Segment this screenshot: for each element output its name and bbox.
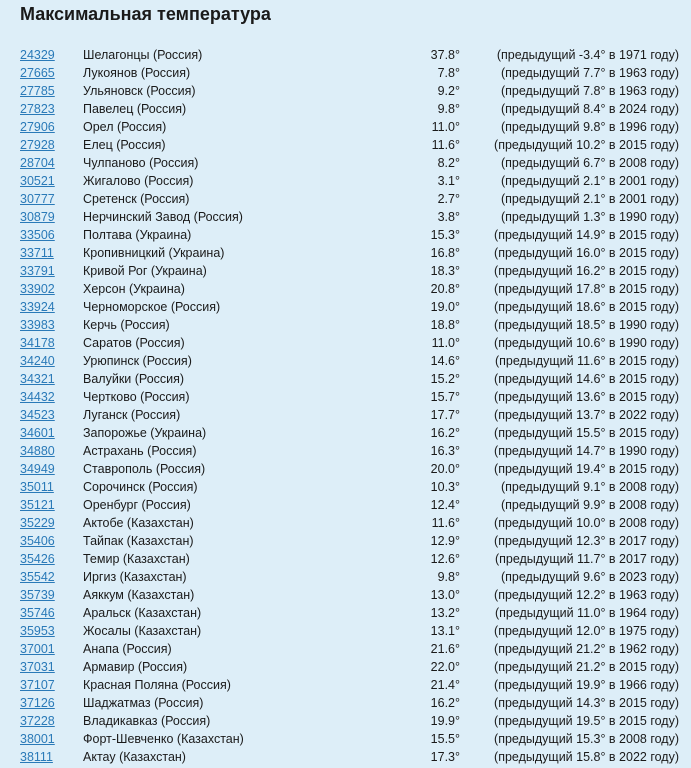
station-code-link[interactable]: 33924 [20,300,55,314]
table-row [0,514,691,532]
previous-record: (предыдущий 11.0° в 1964 году) [494,606,679,620]
previous-record: (предыдущий 19.5° в 2015 году) [494,714,679,728]
station-code-link[interactable]: 37228 [20,714,55,728]
previous-record: (предыдущий -3.4° в 1971 году) [496,48,679,62]
station-code-link[interactable]: 34880 [20,444,55,458]
previous-record: (предыдущий 10.0° в 2008 году) [494,516,679,530]
table-row [0,694,691,712]
max-temperature: 9.8° [437,102,460,116]
previous-record: (предыдущий 19.9° в 1966 году) [494,678,679,692]
previous-record: (предыдущий 14.6° в 2015 году) [494,372,679,386]
station-code-link[interactable]: 27823 [20,102,55,116]
station-code-link[interactable]: 30521 [20,174,55,188]
max-temperature: 13.2° [430,606,460,620]
station-code-link[interactable]: 30879 [20,210,55,224]
max-temperature: 7.8° [437,66,460,80]
max-temperature: 14.6° [430,354,460,368]
station-code-link[interactable]: 34321 [20,372,55,386]
station-code-link[interactable]: 37126 [20,696,55,710]
table-row [0,64,691,82]
max-temperature: 12.9° [430,534,460,548]
table-row [0,352,691,370]
station-name: Чертково (Россия) [83,390,190,404]
table-row [0,478,691,496]
station-name: Нерчинский Завод (Россия) [83,210,243,224]
table-row [0,298,691,316]
station-name: Кропивницкий (Украина) [83,246,225,260]
table-row [0,604,691,622]
max-temperature: 8.2° [437,156,460,170]
station-code-link[interactable]: 35746 [20,606,55,620]
table-row [0,496,691,514]
previous-record: (предыдущий 9.6° в 2023 году) [500,570,679,584]
table-row [0,190,691,208]
previous-record: (предыдущий 12.3° в 2017 году) [494,534,679,548]
station-name: Черноморское (Россия) [83,300,221,314]
station-name: Чулпаново (Россия) [83,156,199,170]
station-code-link[interactable]: 33791 [20,264,55,278]
previous-record: (предыдущий 11.7° в 2017 году) [494,552,679,566]
station-name: Ульяновск (Россия) [83,84,196,98]
station-name: Темир (Казахстан) [83,552,190,566]
station-name: Херсон (Украина) [83,282,185,296]
station-code-link[interactable]: 28704 [20,156,55,170]
station-name: Запорожье (Украина) [83,426,207,440]
max-temperature: 13.0° [430,588,460,602]
station-name: Актау (Казахстан) [83,750,186,764]
previous-record: (предыдущий 16.2° в 2015 году) [494,264,679,278]
previous-record: (предыдущий 12.0° в 1975 году) [494,624,679,638]
station-code-link[interactable]: 35121 [20,498,55,512]
station-name: Жосалы (Казахстан) [83,624,202,638]
max-temperature: 16.2° [430,696,460,710]
station-code-link[interactable]: 27785 [20,84,55,98]
previous-record: (предыдущий 11.6° в 2015 году) [494,354,679,368]
station-name: Орел (Россия) [83,120,167,134]
station-code-link[interactable]: 33902 [20,282,55,296]
station-name: Сретенск (Россия) [83,192,190,206]
station-code-link[interactable]: 37001 [20,642,55,656]
station-name: Аяккум (Казахстан) [83,588,195,602]
max-temperature: 12.4° [430,498,460,512]
previous-record: (предыдущий 7.7° в 1963 году) [500,66,679,80]
station-code-link[interactable]: 33506 [20,228,55,242]
station-name: Павелец (Россия) [83,102,187,116]
station-name: Лукоянов (Россия) [83,66,191,80]
table-row [0,370,691,388]
table-row [0,208,691,226]
station-name: Кривой Рог (Украина) [83,264,207,278]
table-row [0,154,691,172]
table-row [0,460,691,478]
previous-record: (предыдущий 12.2° в 1963 году) [494,588,679,602]
station-name: Иргиз (Казахстан) [83,570,187,584]
station-name: Тайпак (Казахстан) [83,534,194,548]
table-row [0,388,691,406]
station-code-link[interactable]: 34601 [20,426,55,440]
max-temperature: 22.0° [430,660,460,674]
station-code-link[interactable]: 34240 [20,354,55,368]
station-code-link[interactable]: 33983 [20,318,55,332]
max-temperature: 20.8° [430,282,460,296]
max-temperature: 15.2° [430,372,460,386]
table-row [0,136,691,154]
previous-record: (предыдущий 17.8° в 2015 году) [494,282,679,296]
max-temperature: 16.8° [430,246,460,260]
station-code-link[interactable]: 35426 [20,552,55,566]
previous-record: (предыдущий 10.2° в 2015 году) [494,138,679,152]
previous-record: (предыдущий 2.1° в 2001 году) [500,192,679,206]
station-code-link[interactable]: 30777 [20,192,55,206]
station-code-link[interactable]: 33711 [20,246,54,260]
page-title: Максимальная температура [20,4,271,24]
station-name: Шаджатмаз (Россия) [83,696,204,710]
max-temperature: 15.3° [430,228,460,242]
max-temperature: 9.2° [437,84,460,98]
previous-record: (предыдущий 6.7° в 2008 году) [500,156,679,170]
max-temperature: 10.3° [430,480,460,494]
station-name: Актобе (Казахстан) [83,516,194,530]
station-name: Армавир (Россия) [83,660,188,674]
station-code-link[interactable]: 27906 [20,120,55,134]
max-temperature: 2.7° [437,192,460,206]
max-temperature: 19.0° [430,300,460,314]
station-name: Владикавказ (Россия) [83,714,211,728]
previous-record: (предыдущий 7.8° в 1963 году) [500,84,679,98]
station-code-link[interactable]: 34432 [20,390,55,404]
table-row [0,316,691,334]
table-row [0,280,691,298]
max-temperature: 9.8° [437,570,460,584]
previous-record: (предыдущий 14.7° в 1990 году) [494,444,679,458]
previous-record: (предыдущий 14.3° в 2015 году) [494,696,679,710]
previous-record: (предыдущий 2.1° в 2001 году) [500,174,679,188]
previous-record: (предыдущий 1.3° в 1990 году) [500,210,679,224]
previous-record: (предыдущий 21.2° в 1962 году) [494,642,679,656]
station-name: Форт-Шевченко (Казахстан) [83,732,244,746]
max-temperature: 11.0° [431,120,460,134]
max-temperature: 16.3° [430,444,460,458]
station-name: Аральск (Казахстан) [83,606,202,620]
station-code-link[interactable]: 38111 [20,750,53,764]
table-row [0,568,691,586]
previous-record: (предыдущий 16.0° в 2015 году) [494,246,679,260]
station-name: Красная Поляна (Россия) [83,678,231,692]
table-row [0,118,691,136]
max-temperature: 16.2° [430,426,460,440]
station-name: Сорочинск (Россия) [83,480,198,494]
station-code-link[interactable]: 35542 [20,570,55,584]
station-code-link[interactable]: 34523 [20,408,55,422]
max-temperature: 19.9° [430,714,460,728]
table-row [0,730,691,748]
station-code-link[interactable]: 37031 [20,660,55,674]
station-code-link[interactable]: 34949 [20,462,55,476]
previous-record: (предыдущий 15.5° в 2015 году) [494,426,679,440]
station-name: Анапа (Россия) [83,642,172,656]
station-name: Елец (Россия) [83,138,166,152]
records-table [0,46,691,766]
station-name: Полтава (Украина) [83,228,192,242]
station-name: Саратов (Россия) [83,336,185,350]
station-name: Валуйки (Россия) [83,372,185,386]
table-row [0,424,691,442]
table-row [0,676,691,694]
max-temperature: 3.1° [437,174,460,188]
station-code-link[interactable]: 27928 [20,138,55,152]
previous-record: (предыдущий 15.3° в 2008 году) [494,732,679,746]
station-name: Оренбург (Россия) [83,498,191,512]
max-temperature: 13.1° [430,624,460,638]
max-temperature: 11.6° [431,138,460,152]
previous-record: (предыдущий 13.6° в 2015 году) [494,390,679,404]
max-temperature: 18.3° [430,264,460,278]
table-row [0,442,691,460]
station-code-link[interactable]: 35229 [20,516,55,530]
previous-record: (предыдущий 18.6° в 2015 году) [494,300,679,314]
table-row [0,226,691,244]
station-name: Урюпинск (Россия) [83,354,192,368]
max-temperature: 20.0° [430,462,460,476]
max-temperature: 11.0° [431,336,460,350]
table-row [0,586,691,604]
table-row [0,172,691,190]
table-row [0,532,691,550]
station-name: Керчь (Россия) [83,318,170,332]
station-code-link[interactable]: 38001 [20,732,55,746]
station-name: Ставрополь (Россия) [83,462,206,476]
max-temperature: 17.7° [430,408,460,422]
table-row [0,334,691,352]
previous-record: (предыдущий 14.9° в 2015 году) [494,228,679,242]
max-temperature: 15.7° [430,390,460,404]
previous-record: (предыдущий 8.4° в 2024 году) [500,102,679,116]
previous-record: (предыдущий 21.2° в 2015 году) [494,660,679,674]
station-code-link[interactable]: 35406 [20,534,55,548]
station-code-link[interactable]: 24329 [20,48,55,62]
previous-record: (предыдущий 9.1° в 2008 году) [500,480,679,494]
previous-record: (предыдущий 13.7° в 2022 году) [494,408,679,422]
max-temperature: 21.4° [430,678,460,692]
max-temperature: 21.6° [430,642,460,656]
previous-record: (предыдущий 9.8° в 1996 году) [500,120,679,134]
max-temperature: 37.8° [430,48,460,62]
station-code-link[interactable]: 35739 [20,588,55,602]
station-code-link[interactable]: 37107 [20,678,55,692]
station-name: Жигалово (Россия) [83,174,194,188]
previous-record: (предыдущий 15.8° в 2022 году) [494,750,679,764]
station-code-link[interactable]: 27665 [20,66,55,80]
table-row [0,406,691,424]
previous-record: (предыдущий 19.4° в 2015 году) [494,462,679,476]
table-row [0,712,691,730]
station-code-link[interactable]: 35011 [20,480,54,494]
table-row [0,46,691,64]
previous-record: (предыдущий 10.6° в 1990 году) [494,336,679,350]
table-row [0,622,691,640]
station-name: Луганск (Россия) [83,408,181,422]
station-name: Астрахань (Россия) [83,444,197,458]
previous-record: (предыдущий 18.5° в 1990 году) [494,318,679,332]
table-row [0,748,691,766]
max-temperature: 12.6° [430,552,460,566]
table-row [0,244,691,262]
station-code-link[interactable]: 35953 [20,624,55,638]
table-row [0,100,691,118]
table-row [0,658,691,676]
station-name: Шелагонцы (Россия) [83,48,203,62]
max-temperature: 3.8° [437,210,460,224]
table-row [0,262,691,280]
table-row [0,82,691,100]
max-temperature: 17.3° [430,750,460,764]
table-row [0,640,691,658]
table-row [0,550,691,568]
max-temperature: 15.5° [430,732,460,746]
previous-record: (предыдущий 9.9° в 2008 году) [500,498,679,512]
max-temperature: 11.6° [431,516,460,530]
station-code-link[interactable]: 34178 [20,336,55,350]
max-temperature: 18.8° [430,318,460,332]
